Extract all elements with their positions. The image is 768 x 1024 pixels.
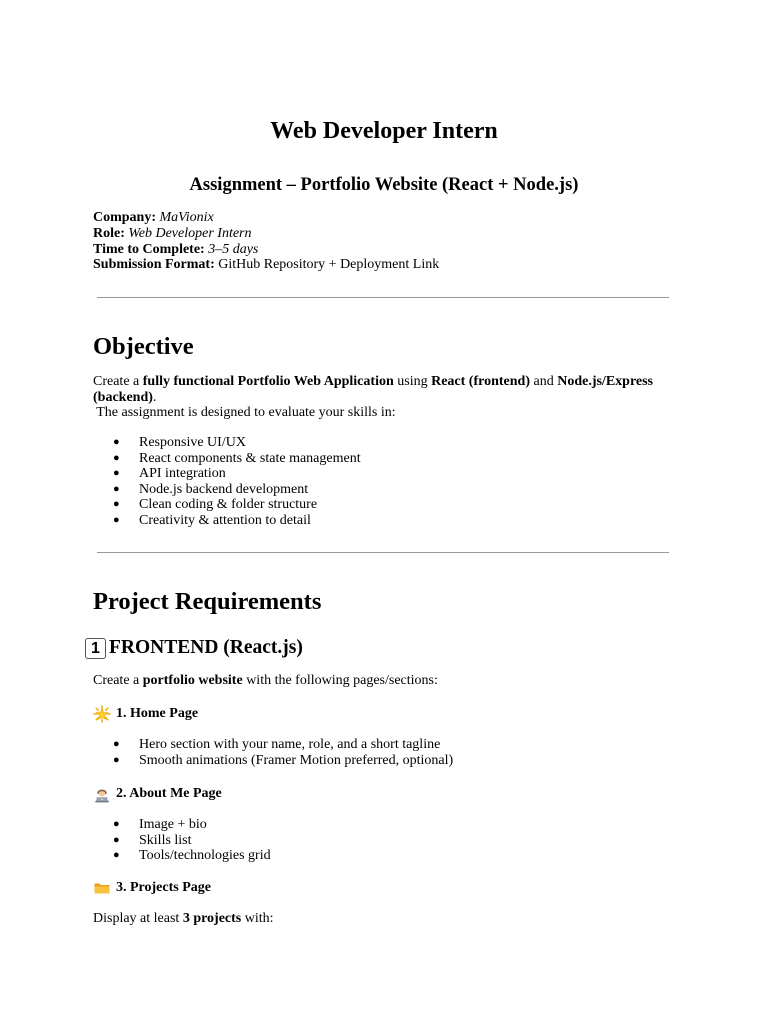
list-item: ● Responsive UI/UX xyxy=(113,435,361,451)
list-item: ● Clean coding & folder structure xyxy=(113,497,361,513)
frontend-intro: Create a portfolio website with the following pages/sections: xyxy=(93,673,438,688)
list-item: ● Creativity & attention to detail xyxy=(113,513,361,529)
about-page-title: 2. About Me Page xyxy=(116,786,222,801)
list-item: ● Node.js backend development xyxy=(113,482,361,498)
projects-page-title: 3. Projects Page xyxy=(116,880,211,895)
meta-time xyxy=(93,242,258,258)
objective-intro: The assignment is designed to evaluate your skills in: xyxy=(93,405,396,420)
folder-icon xyxy=(93,879,111,897)
divider xyxy=(97,552,669,553)
about-page-heading xyxy=(93,785,222,803)
list-item: ● Image + bio xyxy=(113,817,271,833)
meta-format xyxy=(93,257,439,273)
list-item: ● API integration xyxy=(113,466,361,482)
frontend-heading xyxy=(85,635,303,661)
home-page-heading xyxy=(93,705,198,723)
technologist-icon xyxy=(93,785,111,803)
format-value: GitHub Repository + Deployment Link xyxy=(218,257,440,272)
page-title: Web Developer Intern xyxy=(270,118,498,144)
role-label: Role: xyxy=(93,226,125,241)
meta-company xyxy=(93,210,214,226)
list-item: ● React components & state management xyxy=(113,451,361,467)
objective-paragraph: Create a fully functional Portfolio Web Application using React (frontend) and Node.js/Express (backend). xyxy=(93,374,654,405)
keycap-one-icon: 1 xyxy=(85,638,106,659)
meta-role xyxy=(93,226,252,242)
time-value: 3–5 days xyxy=(208,242,259,257)
list-item: ● Hero section with your name, role, and a short tagline xyxy=(113,737,453,753)
divider xyxy=(97,297,669,298)
list-item: ● Skills list xyxy=(113,833,271,849)
projects-intro: Display at least 3 projects with: xyxy=(93,911,274,926)
home-page-list xyxy=(113,737,453,768)
home-page-title: 1. Home Page xyxy=(116,706,199,721)
format-label: Submission Format: xyxy=(93,257,215,272)
projects-page-heading xyxy=(93,879,211,897)
list-item: ● Tools/technologies grid xyxy=(113,848,271,864)
list-item: ● Smooth animations (Framer Motion preferred, optional) xyxy=(113,753,453,769)
role-value: Web Developer Intern xyxy=(128,226,252,241)
company-label: Company: xyxy=(93,210,157,225)
glowing-star-icon xyxy=(93,705,111,723)
objective-skill-list xyxy=(113,435,361,528)
page-subtitle: Assignment – Portfolio Website (React + Node.js) xyxy=(189,175,579,195)
company-value: MaVionix xyxy=(159,210,214,225)
objective-heading: Objective xyxy=(93,333,194,360)
frontend-title: FRONTEND (React.js) xyxy=(109,637,303,658)
time-label: Time to Complete: xyxy=(93,242,205,257)
about-page-list xyxy=(113,817,271,864)
requirements-heading: Project Requirements xyxy=(93,588,322,615)
